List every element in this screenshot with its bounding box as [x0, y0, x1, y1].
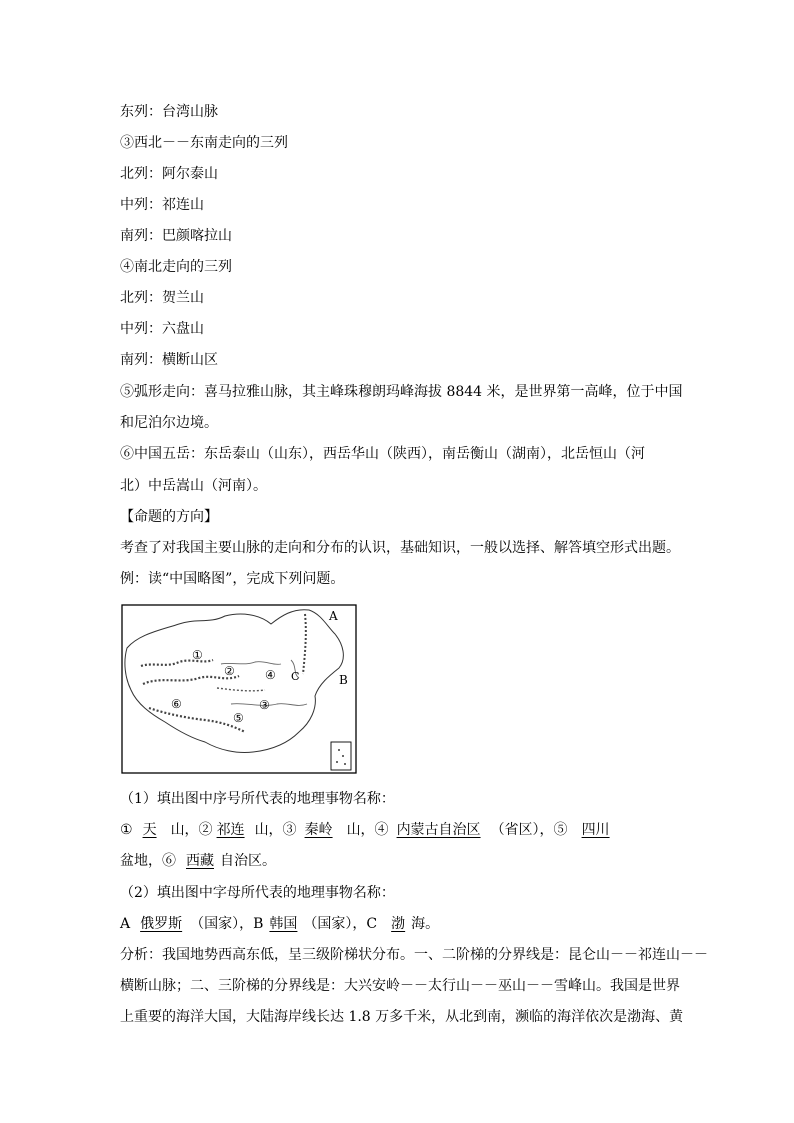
text-line-helan: 北列：贺兰山 — [120, 290, 204, 306]
answer-c: 渤 — [391, 916, 406, 932]
map-label-3: ③ — [259, 698, 270, 712]
map-label-5: ⑤ — [233, 711, 244, 725]
china-sketch-map — [121, 604, 357, 774]
answer-5: 四川 — [581, 822, 610, 838]
text-line-five-peaks: ⑥中国五岳：东岳泰山（山东），西岳华山（陕西），南岳衡山（湖南），北岳恒山（河 — [120, 446, 645, 462]
text-line-east-range: 东列：台湾山脉 — [120, 104, 218, 120]
analysis-line-1: 分析：我国地势西高东低，呈三级阶梯状分布。一、二阶梯的分界线是：昆仑山－－祁连山－－ — [120, 947, 708, 963]
map-label-6: ⑥ — [171, 697, 182, 711]
text-line-himalaya-cont: 和尼泊尔边境。 — [120, 415, 218, 431]
question-1-answers: ① 天 山，② 祁连 山，③ 秦岭 山，④ 内蒙古自治区 （省区），⑤ 四川 — [120, 822, 610, 838]
map-label-4: ④ — [265, 668, 276, 682]
map-letter-b: B — [339, 673, 348, 687]
text-line-liupan: 中列：六盘山 — [120, 321, 204, 337]
answer-1: 天 — [142, 822, 157, 838]
answer-6: 西藏 — [186, 853, 214, 869]
question-1-answers-cont: 盆地，⑥ 西藏 自治区。 — [120, 853, 276, 869]
map-letter-c: C — [291, 670, 300, 683]
question-2-prompt: （2）填出图中字母所代表的地理事物名称： — [120, 885, 395, 901]
answer-2: 祁连 — [216, 822, 245, 838]
text-line-exam-direction: 考查了对我国主要山脉的走向和分布的认识，基础知识，一般以选择、解答填空形式出题。 — [120, 540, 680, 556]
map-letter-a: A — [329, 609, 338, 623]
text-line-ns-heading: ④南北走向的三列 — [120, 259, 232, 275]
text-line-qilian: 中列：祁连山 — [120, 197, 204, 213]
map-label-1: ① — [192, 648, 203, 662]
analysis-line-3: 上重要的海洋大国，大陆海岸线长达 1.8 万多千米，从北到南，濒临的海洋依次是渤海、黄 — [120, 1009, 684, 1025]
text-line-example: 例：读“中国略图”，完成下列问题。 — [120, 571, 345, 587]
text-line-himalaya: ⑤弧形走向：喜马拉雅山脉，其主峰珠穆朗玛峰海拔 8844 米，是世界第一高峰，位于中国 — [120, 384, 683, 400]
answer-3: 秦岭 — [304, 822, 333, 838]
text-line-altai: 北列：阿尔泰山 — [120, 166, 218, 182]
answer-4: 内蒙古自治区 — [396, 822, 481, 838]
section-heading: 【命题的方向】 — [120, 509, 218, 525]
text-line-hengduan: 南列：横断山区 — [120, 352, 218, 368]
question-1-prompt: （1）填出图中序号所代表的地理事物名称： — [120, 791, 395, 807]
answer-a: 俄罗斯 — [140, 916, 183, 932]
text-line-five-peaks-cont: 北）中岳嵩山（河南）。 — [120, 478, 267, 494]
text-line-nw-se-heading: ③西北－－东南走向的三列 — [120, 135, 288, 151]
question-2-answers: A 俄罗斯 （国家），B 韩国 （国家），C 渤 海。 — [120, 916, 440, 932]
answer-b: 韩国 — [269, 916, 298, 932]
map-label-2: ② — [224, 664, 235, 678]
analysis-line-2: 横断山脉；二、三阶梯的分界线是：大兴安岭－－太行山－－巫山－－雪峰山。我国是世界 — [120, 978, 680, 994]
text-line-bayankala: 南列：巴颜喀拉山 — [120, 228, 232, 244]
